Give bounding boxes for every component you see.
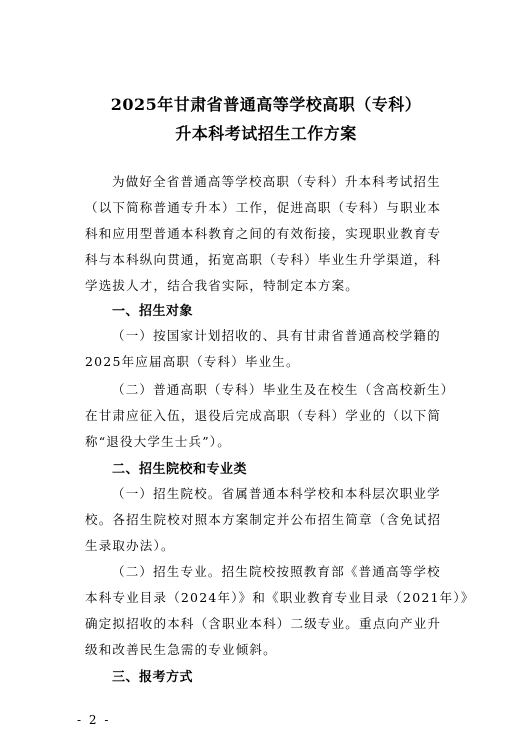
section1-item2-line: 称“退役大学生士兵”）。 <box>85 434 231 449</box>
section2-item1-line: （一）招生院校。省属普通本科学校和本科层次职业学 <box>112 486 441 501</box>
section2-item1-line: 校。各招生院校对照本方案制定并公布招生简章（含免试招 <box>85 512 442 527</box>
section2-item2-line: 级和改善民生急需的专业倾斜。 <box>85 642 277 657</box>
section-heading-2: 二、招生院校和专业类 <box>112 462 248 477</box>
section-heading-1: 一、招生对象 <box>112 304 194 319</box>
section2-item2-line: 本科专业目录（2024年）》和《职业教育专业目录（2021年）》 <box>85 590 475 605</box>
section1-item1-line: 2025年应届高职（专科）毕业生。 <box>85 354 300 369</box>
section1-item2-line: （二）普通高职（专科）毕业生及在校生（含高校新生） <box>112 382 455 397</box>
page-number: - 2 - <box>77 713 111 727</box>
section1-item1-line: （一）按国家计划招收的、具有甘肃省普通高校学籍的 <box>112 328 441 343</box>
document-title-line1: 2025年甘肃省普通高等学校高职（专科） <box>110 95 422 114</box>
intro-line: （以下简称普通专升本）工作，促进高职（专科）与职业本 <box>85 200 442 215</box>
section2-item2-line: 确定拟招收的本科（含职业本科）二级专业。重点向产业升 <box>85 616 442 631</box>
intro-line: 科与本科纵向贯通，拓宽高职（专科）毕业生升学渠道，科 <box>85 252 442 267</box>
intro-line: 学选拔人才，结合我省实际，特制定本方案。 <box>85 278 360 293</box>
intro-line: 为做好全省普通高等学校高职（专科）升本科考试招生 <box>112 174 441 189</box>
section-heading-3: 三、报考方式 <box>112 670 194 685</box>
section1-item2-line: 在甘肃应征入伍，退役后完成高职（专科）学业的（以下简 <box>85 408 442 423</box>
document-title-line2: 升本科考试招生工作方案 <box>175 124 357 143</box>
intro-line: 科和应用型普通本科教育之间的有效衔接，实现职业教育专 <box>85 226 442 241</box>
section2-item2-line: （二）招生专业。招生院校按照教育部《普通高等学校 <box>112 564 441 579</box>
section2-item1-line: 生录取办法）。 <box>85 538 175 553</box>
